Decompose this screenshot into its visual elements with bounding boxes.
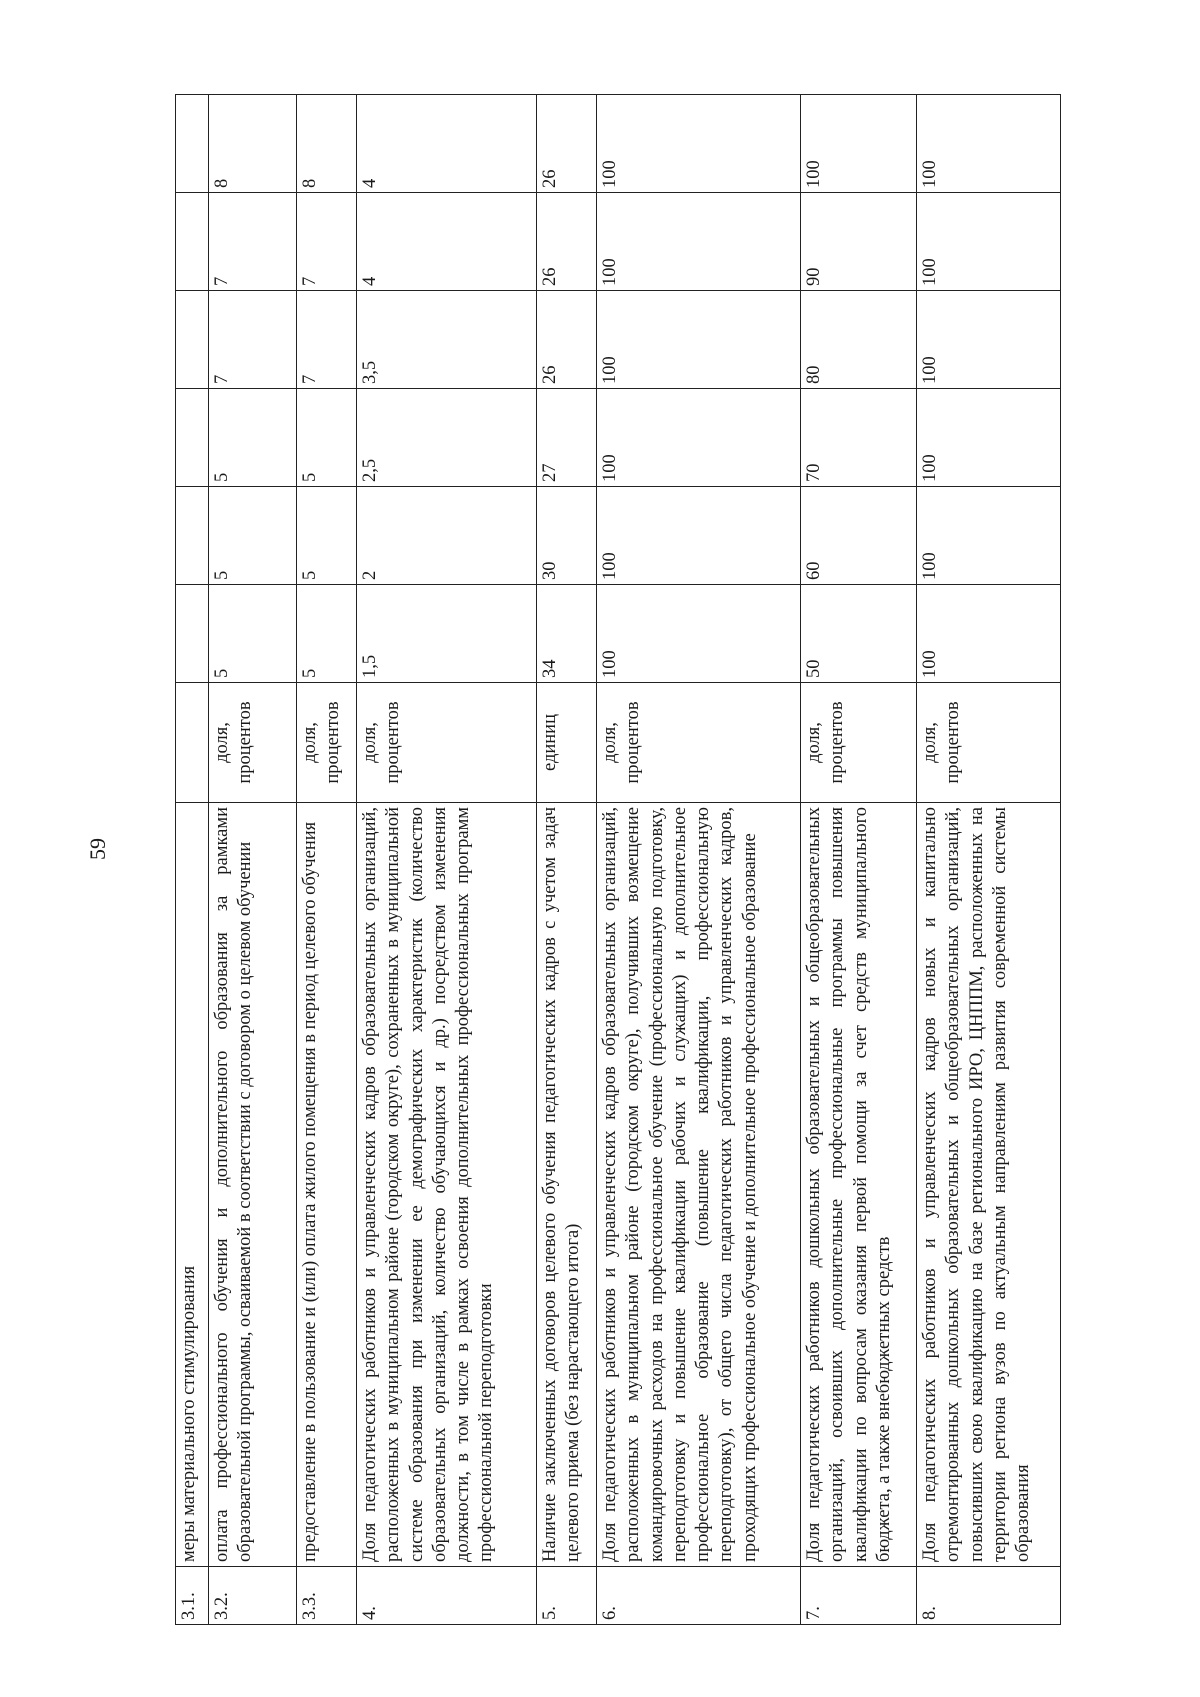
row-value: 34 xyxy=(537,585,597,683)
row-value: 100 xyxy=(917,487,1061,585)
row-value: 27 xyxy=(537,389,597,487)
row-description: предоставление в пользование и (или) оплата жилого помещения в период целевого обучения xyxy=(297,803,357,1567)
row-value: 70 xyxy=(801,389,917,487)
row-value: 60 xyxy=(801,487,917,585)
row-number: 4. xyxy=(357,1567,537,1625)
row-value: 4 xyxy=(357,193,537,291)
row-number: 3.3. xyxy=(297,1567,357,1625)
row-number: 5. xyxy=(537,1567,597,1625)
row-value: 100 xyxy=(917,585,1061,683)
row-value: 8 xyxy=(209,95,297,193)
row-value: 50 xyxy=(801,585,917,683)
row-value: 7 xyxy=(209,291,297,389)
row-value: 2 xyxy=(357,487,537,585)
row-value: 3,5 xyxy=(357,291,537,389)
row-value: 7 xyxy=(209,193,297,291)
row-number: 3.2. xyxy=(209,1567,297,1625)
rotated-table-wrapper xyxy=(175,95,1060,1625)
row-value: 4 xyxy=(357,95,537,193)
row-value: 100 xyxy=(917,95,1061,193)
row-value: 26 xyxy=(537,291,597,389)
row-value xyxy=(176,487,209,585)
row-value: 30 xyxy=(537,487,597,585)
row-value: 5 xyxy=(297,389,357,487)
table-row xyxy=(357,95,537,1625)
row-value xyxy=(176,291,209,389)
row-description: Доля педагогических работников и управленческих кадров образовательных организаций, расположенных в муниципальном районе (городском округе), сохраненных в муниципальной системе образования при изменении ее демографических характеристик (количество образовательных организаций, количество обучающихся и др.) посредством изменения должности, в том числе в рамках освоения дополнительных профессиональных программ профессиональной переподготовки xyxy=(357,803,537,1567)
row-unit: доля, процентов xyxy=(209,683,297,803)
row-value: 100 xyxy=(597,585,801,683)
row-value: 80 xyxy=(801,291,917,389)
row-description: оплата профессионального обучения и дополнительного образования за рамками образовательной программы, осваиваемой в соответствии с договором о целевом обучении xyxy=(209,803,297,1567)
row-description: меры материального стимулирования xyxy=(176,803,209,1567)
row-value: 100 xyxy=(597,487,801,585)
row-value: 5 xyxy=(209,389,297,487)
row-description: Доля педагогических работников дошкольных образовательных и общеобразовательных организаций, освоивших дополнительные профессиональные программы повышения квалификации по вопросам оказания первой помощи за счет средств муниципального бюджета, а также внебюджетных средств xyxy=(801,803,917,1567)
row-value: 26 xyxy=(537,95,597,193)
row-number: 6. xyxy=(597,1567,801,1625)
row-description: Доля педагогических работников и управленческих кадров новых и капитально отремонтированных дошкольных образовательных и общеобразовательных организаций, повысивших свою квалификацию на базе регионального ИРО, ЦНППМ, расположенных на территории региона вузов по актуальным направлениям развития современной системы образования xyxy=(917,803,1061,1567)
table-row xyxy=(176,95,209,1625)
row-unit: доля, процентов xyxy=(917,683,1061,803)
table-row xyxy=(801,95,917,1625)
row-value: 100 xyxy=(597,389,801,487)
row-number: 7. xyxy=(801,1567,917,1625)
row-value: 5 xyxy=(297,585,357,683)
row-unit: доля, процентов xyxy=(801,683,917,803)
row-value: 100 xyxy=(917,291,1061,389)
row-value: 2,5 xyxy=(357,389,537,487)
row-value xyxy=(176,389,209,487)
row-unit: доля, процентов xyxy=(357,683,537,803)
table-row xyxy=(597,95,801,1625)
row-description: Доля педагогических работников и управленческих кадров образовательных организаций, расположенных в муниципальном районе (городском округе), получивших возмещение командировочных расходов на профессиональное обучение (профессиональную подготовку, переподготовку и повышение квалификации рабочих и служащих) и дополнительное профессиональное образование (повышение квалификации, профессиональную переподготовку), от общего числа педагогических работников и управленческих кадров, проходящих профессиональное обучение и дополнительное профессиональное образование xyxy=(597,803,801,1567)
table-row xyxy=(917,95,1061,1625)
table-row xyxy=(297,95,357,1625)
row-value: 1,5 xyxy=(357,585,537,683)
row-value: 26 xyxy=(537,193,597,291)
row-value: 8 xyxy=(297,95,357,193)
row-value xyxy=(176,95,209,193)
row-value: 100 xyxy=(917,389,1061,487)
row-unit: доля, процентов xyxy=(597,683,801,803)
page-number: 59 xyxy=(85,838,110,860)
row-number: 8. xyxy=(917,1567,1061,1625)
row-value: 100 xyxy=(801,95,917,193)
row-value: 5 xyxy=(297,487,357,585)
row-value: 100 xyxy=(597,291,801,389)
row-value: 7 xyxy=(297,193,357,291)
row-unit: единиц xyxy=(537,683,597,803)
row-unit: доля, процентов xyxy=(297,683,357,803)
row-value: 100 xyxy=(597,193,801,291)
row-value xyxy=(176,585,209,683)
row-description: Наличие заключенных договоров целевого обучения педагогических кадров с учетом задач целевого приема (без нарастающего итога) xyxy=(537,803,597,1567)
row-unit xyxy=(176,683,209,803)
row-value xyxy=(176,193,209,291)
row-value: 100 xyxy=(917,193,1061,291)
row-value: 5 xyxy=(209,585,297,683)
table-row xyxy=(209,95,297,1625)
row-value: 90 xyxy=(801,193,917,291)
row-value: 5 xyxy=(209,487,297,585)
row-number: 3.1. xyxy=(176,1567,209,1625)
row-value: 100 xyxy=(597,95,801,193)
indicators-table xyxy=(175,94,1061,1625)
row-value: 7 xyxy=(297,291,357,389)
table-row xyxy=(537,95,597,1625)
